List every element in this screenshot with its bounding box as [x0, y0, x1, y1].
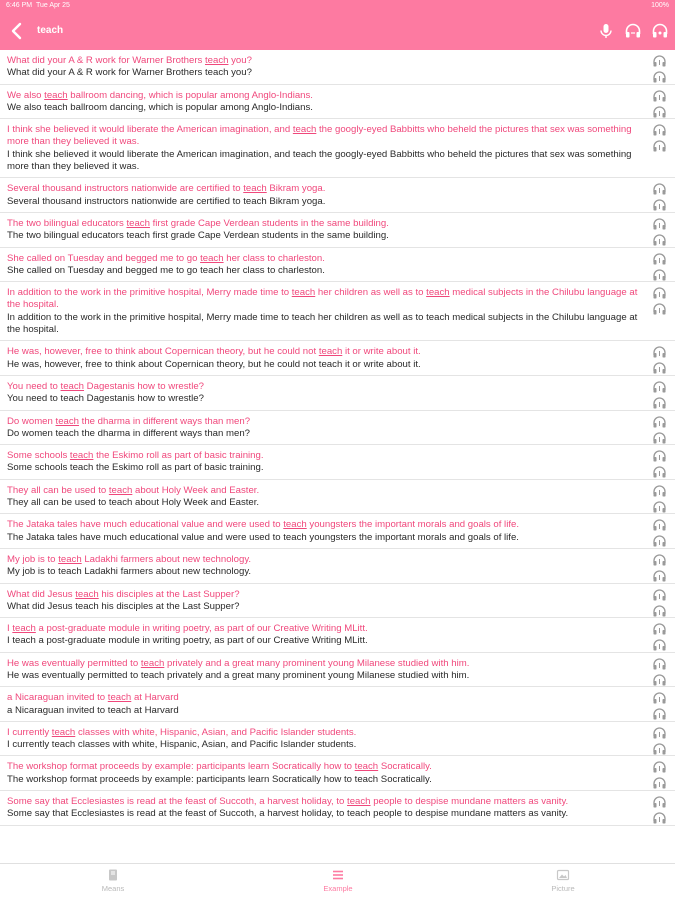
nav-bar [0, 12, 675, 50]
status-time: 6:46 PM Tue Apr 25 [6, 2, 70, 9]
headphones-icon[interactable] [652, 760, 667, 774]
example-sentence: I think she believed it would liberate the American imagination, and teach the googly-eyed Babbitts who beheld the pictures that sex was something more than they believed it was. [7, 124, 632, 148]
tab-label: Example [323, 884, 353, 893]
list-item[interactable] [0, 722, 675, 757]
list-item[interactable] [0, 341, 675, 376]
list-item[interactable] [0, 653, 675, 688]
headphones-icon[interactable] [652, 54, 667, 68]
list-item[interactable] [0, 618, 675, 653]
headphones-icon[interactable] [652, 500, 667, 514]
example-translation: My job is to teach Ladakhi farmers about new technology. [7, 566, 252, 578]
example-translation: He was eventually permitted to teach privately and a great many prominent young Milanese studied with him. [7, 669, 470, 681]
headphones-icon[interactable] [652, 657, 667, 671]
example-sentence: In addition to the work in the primitive hospital, Merry made time to teach her children as well as to teach medical subjects in the Chilubu language at the hospital. [7, 287, 638, 311]
list-item[interactable] [0, 376, 675, 411]
headphones-icon[interactable] [652, 70, 667, 84]
list-item[interactable] [0, 756, 675, 791]
headphones-icon[interactable] [652, 268, 667, 282]
example-translation: He was, however, free to think about Copernican theory, but he could not teach it or write about it. [7, 358, 421, 370]
headphones-icon[interactable] [652, 182, 667, 196]
example-translation: The workshop format proceeds by example: participants learn Socratically how to teach Socratically. [7, 773, 432, 785]
headphones-icon[interactable] [652, 361, 667, 375]
list-item[interactable] [0, 213, 675, 248]
example-sentence: The two bilingual educators teach first grade Cape Verdean students in the same building. [7, 217, 389, 229]
headphones-icon[interactable] [652, 673, 667, 687]
headphones-icon[interactable] [652, 396, 667, 410]
headphones-icon[interactable] [652, 776, 667, 790]
example-translation: Do women teach the dharma in different ways than men? [7, 427, 251, 439]
headphones-icon[interactable] [652, 345, 667, 359]
example-sentence: We also teach ballroom dancing, which is popular among Anglo-Indians. [7, 89, 313, 101]
list-item[interactable] [0, 687, 675, 722]
headphones-icon[interactable] [624, 22, 642, 40]
list-item[interactable] [0, 248, 675, 283]
headphones-icon[interactable] [652, 604, 667, 618]
headphones-icon[interactable] [652, 233, 667, 247]
page-title: teach [37, 25, 64, 36]
example-sentence: My job is to teach Ladakhi farmers about new technology. [7, 553, 252, 565]
example-sentence: Several thousand instructors nationwide are certified to teach Bikram yoga. [7, 183, 326, 195]
example-sentence: Do women teach the dharma in different ways than men? [7, 415, 251, 427]
example-sentence: They all can be used to teach about Holy Week and Easter. [7, 484, 260, 496]
example-translation: We also teach ballroom dancing, which is popular among Anglo-Indians. [7, 101, 313, 113]
headphones-icon[interactable] [652, 742, 667, 756]
list-item[interactable] [0, 178, 675, 213]
example-translation: What did Jesus teach his disciples at the Last Supper? [7, 600, 240, 612]
list-item[interactable] [0, 445, 675, 480]
example-sentence: What did Jesus teach his disciples at the Last Supper? [7, 588, 240, 600]
headphones-icon[interactable] [652, 415, 667, 429]
headphones-icon[interactable] [652, 198, 667, 212]
example-translation: I think she believed it would liberate the American imagination, and teach the googly-eyed Babbitts who beheld the pictures that sex was something more than they believed it was. [7, 148, 632, 173]
example-sentence: The Jataka tales have much educational value and were used to teach youngsters the important morals and goals of life. [7, 519, 519, 531]
headphones-icon[interactable] [652, 484, 667, 498]
headphones-icon[interactable] [652, 217, 667, 231]
headphones-icon[interactable] [652, 691, 667, 705]
book-icon [106, 868, 120, 882]
headphones-icon[interactable] [652, 105, 667, 119]
example-translation: They all can be used to teach about Holy Week and Easter. [7, 497, 260, 509]
headphones-icon[interactable] [652, 89, 667, 103]
headphones-icon[interactable] [652, 569, 667, 583]
example-translation: She called on Tuesday and begged me to go teach her class to charleston. [7, 264, 325, 276]
status-battery: 100% [651, 2, 669, 9]
headphones-icon[interactable] [652, 726, 667, 740]
example-sentence: He was, however, free to think about Copernican theory, but he could not teach it or write about it. [7, 346, 421, 358]
example-list[interactable] [0, 50, 675, 863]
list-item[interactable] [0, 791, 675, 826]
example-translation: I currently teach classes with white, Hispanic, Asian, and Pacific Islander students. [7, 739, 357, 751]
mic-icon[interactable] [597, 22, 615, 40]
example-translation: Several thousand instructors nationwide are certified to teach Bikram yoga. [7, 195, 326, 207]
headphones-icon[interactable] [652, 302, 667, 316]
tab-label: Means [101, 884, 125, 893]
example-sentence: He was eventually permitted to teach privately and a great many prominent young Milanese studied with him. [7, 657, 470, 669]
example-sentence: The workshop format proceeds by example: participants learn Socratically how to teach Socratically. [7, 761, 432, 773]
headphones-icon[interactable] [652, 553, 667, 567]
example-translation: What did your A & R work for Warner Brothers teach you? [7, 67, 252, 79]
headphones-icon[interactable] [652, 449, 667, 463]
example-sentence: What did your A & R work for Warner Brothers teach you? [7, 55, 252, 66]
example-translation: a Nicaraguan invited to teach at Harvard [7, 704, 179, 716]
example-sentence: I currently teach classes with white, Hispanic, Asian, and Pacific Islander students. [7, 726, 357, 738]
list-item[interactable] [0, 119, 675, 178]
headphones-icon[interactable] [652, 380, 667, 394]
nav-actions [597, 22, 669, 40]
tab-bar [0, 863, 675, 901]
tab-example[interactable] [278, 868, 398, 893]
list-icon [331, 868, 345, 882]
headphones-icon[interactable] [652, 431, 667, 445]
example-sentence: I teach a post-graduate module in writing poetry, as part of our Creative Writing MLitt. [7, 623, 368, 635]
image-icon [556, 868, 570, 882]
example-translation: In addition to the work in the primitive hospital, Merry made time to teach her children as well as to teach medical subjects in the Chilubu language at the hospital. [7, 311, 638, 336]
headphones-alt-icon[interactable] [651, 22, 669, 40]
headphones-icon[interactable] [652, 518, 667, 532]
list-item[interactable] [0, 50, 675, 85]
example-translation: The Jataka tales have much educational value and were used to teach youngsters the important morals and goals of life. [7, 531, 519, 543]
example-translation: I teach a post-graduate module in writing poetry, as part of our Creative Writing MLitt. [7, 635, 368, 647]
headphones-icon[interactable] [652, 139, 667, 153]
headphones-icon[interactable] [652, 811, 667, 825]
list-item[interactable] [0, 85, 675, 120]
headphones-icon[interactable] [652, 534, 667, 548]
headphones-icon[interactable] [652, 638, 667, 652]
status-bar [0, 0, 675, 12]
example-sentence: You need to teach Dagestanis how to wrestle? [7, 380, 204, 392]
tab-means[interactable] [53, 868, 173, 893]
list-item[interactable] [0, 549, 675, 584]
list-item[interactable] [0, 514, 675, 549]
list-item[interactable] [0, 282, 675, 341]
example-translation: Some say that Ecclesiastes is read at the feast of Succoth, a harvest holiday, to teach people to despise mundane matters as vanity. [7, 808, 569, 820]
example-translation: You need to teach Dagestanis how to wrestle? [7, 393, 204, 405]
example-sentence: a Nicaraguan invited to teach at Harvard [7, 692, 179, 704]
list-item[interactable] [0, 411, 675, 446]
list-item[interactable] [0, 480, 675, 515]
headphones-icon[interactable] [652, 622, 667, 636]
headphones-icon[interactable] [652, 588, 667, 602]
tab-label: Picture [551, 884, 575, 893]
list-item[interactable] [0, 584, 675, 619]
headphones-icon[interactable] [652, 286, 667, 300]
headphones-icon[interactable] [652, 795, 667, 809]
headphones-icon[interactable] [652, 252, 667, 266]
example-sentence: She called on Tuesday and begged me to go teach her class to charleston. [7, 252, 325, 264]
headphones-icon[interactable] [652, 123, 667, 137]
example-translation: Some schools teach the Eskimo roll as part of basic training. [7, 462, 264, 474]
headphones-icon[interactable] [652, 707, 667, 721]
example-sentence: Some say that Ecclesiastes is read at the feast of Succoth, a harvest holiday, to teach people to despise mundane matters as vanity. [7, 796, 569, 808]
headphones-icon[interactable] [652, 465, 667, 479]
example-sentence: Some schools teach the Eskimo roll as part of basic training. [7, 450, 264, 462]
back-icon[interactable] [6, 20, 28, 42]
example-translation: The two bilingual educators teach first grade Cape Verdean students in the same building. [7, 230, 389, 242]
tab-picture[interactable] [503, 868, 623, 893]
